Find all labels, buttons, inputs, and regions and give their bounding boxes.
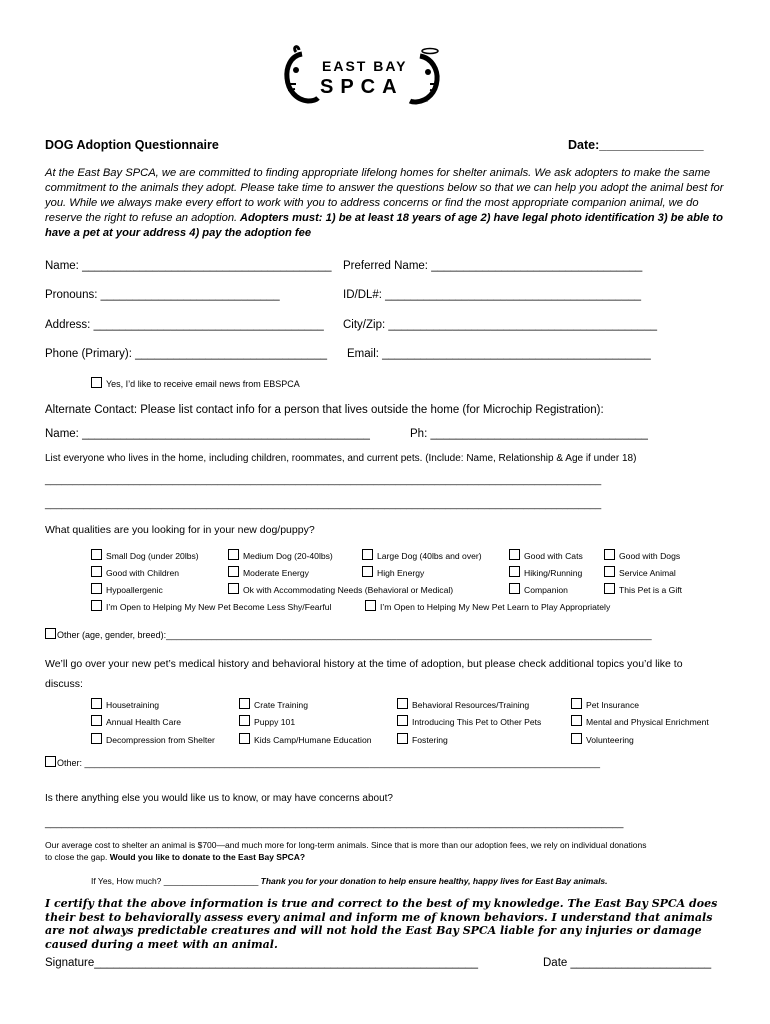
date-field[interactable]: Date:_______________ bbox=[568, 138, 704, 152]
quality-option[interactable] bbox=[604, 583, 682, 595]
topic-option[interactable] bbox=[91, 698, 159, 710]
preferred-name-field[interactable]: Preferred Name: _________________________________ bbox=[343, 260, 643, 272]
checkbox[interactable] bbox=[604, 583, 615, 594]
other-label: Other: _______________________________________________________________________________________________________ bbox=[57, 758, 601, 768]
donation-amount-field[interactable]: If Yes, How much? ____________________ bbox=[91, 876, 259, 886]
household-line-1[interactable]: ____________________________________________________________________________________________________ bbox=[45, 475, 602, 486]
quality-option[interactable] bbox=[91, 566, 179, 578]
quality-option[interactable] bbox=[509, 566, 582, 578]
topic-option[interactable] bbox=[239, 698, 308, 710]
donation-amount-row bbox=[91, 876, 608, 886]
checkbox[interactable] bbox=[239, 698, 250, 709]
topic-option[interactable] bbox=[91, 715, 181, 727]
option-label: Large Dog (40lbs and over) bbox=[377, 551, 482, 561]
topic-option[interactable] bbox=[571, 715, 709, 727]
option-label: Hypoallergenic bbox=[106, 585, 163, 595]
topic-option[interactable] bbox=[239, 715, 295, 727]
checkbox[interactable] bbox=[509, 583, 520, 594]
option-label: Service Animal bbox=[619, 568, 676, 578]
option-label: Fostering bbox=[412, 735, 448, 745]
donation-text: Our average cost to shelter an animal is $700—and much more for long-term animals. Since that is more than our adoption fees, we rely on individual donations bbox=[45, 840, 647, 850]
topic-option[interactable] bbox=[571, 733, 634, 745]
phone-field[interactable]: Phone (Primary): ______________________________ bbox=[45, 348, 327, 360]
checkbox[interactable] bbox=[91, 600, 102, 611]
pronouns-field[interactable]: Pronouns: ____________________________ bbox=[45, 289, 280, 301]
topics-question: We’ll go over your new pet’s medical history and behavioral history at the time of adoption, but please check additional topics you’d like to bbox=[45, 658, 683, 670]
name-field[interactable]: Name: _______________________________________ bbox=[45, 260, 332, 272]
other-label: Other (age, gender, breed):_________________________________________________________________________________________________ bbox=[57, 630, 652, 640]
option-label: Kids Camp/Humane Education bbox=[254, 735, 372, 745]
checkbox[interactable] bbox=[397, 733, 408, 744]
quality-option[interactable] bbox=[509, 549, 583, 561]
quality-option[interactable] bbox=[604, 549, 680, 561]
quality-option[interactable] bbox=[365, 600, 610, 612]
option-label: Moderate Energy bbox=[243, 568, 309, 578]
topic-option[interactable] bbox=[397, 715, 541, 727]
option-label: Decompression from Shelter bbox=[106, 735, 215, 745]
option-label: Good with Children bbox=[106, 568, 180, 578]
topics-other-field[interactable] bbox=[45, 756, 600, 768]
topics-question-continued: discuss: bbox=[45, 678, 83, 690]
quality-option[interactable] bbox=[228, 549, 333, 561]
concerns-question: Is there anything else you would like us to know, or may have concerns about? bbox=[45, 793, 393, 804]
quality-option[interactable] bbox=[362, 549, 482, 561]
checkbox[interactable] bbox=[91, 698, 102, 709]
quality-option[interactable] bbox=[91, 600, 331, 612]
option-label: Introducing This Pet to Other Pets bbox=[412, 717, 542, 727]
option-label: This Pet is a Gift bbox=[619, 585, 683, 595]
quality-option[interactable] bbox=[362, 566, 424, 578]
quality-option[interactable] bbox=[604, 566, 676, 578]
alternate-contact-heading: Alternate Contact: Please list contact info for a person that lives outside the home (for Microchip Registration): bbox=[45, 404, 604, 416]
donation-ask: Would you like to donate to the East Bay SPCA? bbox=[107, 852, 306, 862]
option-label: Housetraining bbox=[106, 700, 160, 710]
topic-option[interactable] bbox=[397, 698, 529, 710]
concerns-line[interactable]: ________________________________________________________________________________________________________ bbox=[45, 818, 624, 829]
option-label: Behavioral Resources/Training bbox=[412, 700, 530, 710]
logo bbox=[282, 44, 442, 108]
adopter-requirements: Adopters must: 1) be at least 18 years of age 2) have legal photo identification 3) be able to have a pet at your address 4) pay the adoption fee bbox=[45, 212, 723, 239]
topic-option[interactable] bbox=[397, 733, 448, 745]
alternate-name-field[interactable]: Name: _____________________________________________ bbox=[45, 428, 370, 440]
email-field[interactable]: Email: __________________________________________ bbox=[347, 348, 651, 360]
checkbox[interactable] bbox=[509, 549, 520, 560]
checkbox[interactable] bbox=[365, 600, 376, 611]
signature-field[interactable]: Signature____________________________________________________________ bbox=[45, 957, 478, 969]
option-label: Volunteering bbox=[586, 735, 634, 745]
option-label: Annual Health Care bbox=[106, 717, 182, 727]
id-dl-field[interactable]: ID/DL#: ________________________________________ bbox=[343, 289, 642, 301]
quality-option[interactable] bbox=[91, 549, 199, 561]
checkbox[interactable] bbox=[604, 549, 615, 560]
option-label: Puppy 101 bbox=[254, 717, 296, 727]
option-label: Hiking/Running bbox=[524, 568, 583, 578]
option-label: Small Dog (under 20lbs) bbox=[106, 551, 199, 561]
email-news-option[interactable] bbox=[91, 377, 300, 389]
option-label: Crate Training bbox=[254, 700, 308, 710]
checkbox[interactable] bbox=[91, 715, 102, 726]
intro-paragraph bbox=[45, 166, 735, 241]
checkbox[interactable] bbox=[91, 566, 102, 577]
checkbox[interactable] bbox=[604, 566, 615, 577]
topic-option[interactable] bbox=[239, 733, 372, 745]
option-label: I’m Open to Helping My New Pet Become Less Shy/Fearful bbox=[106, 602, 332, 612]
option-label: Mental and Physical Enrichment bbox=[586, 717, 709, 727]
topic-option[interactable] bbox=[571, 698, 639, 710]
option-label: Medium Dog (20-40lbs) bbox=[243, 551, 333, 561]
logo-line1: EAST BAY bbox=[322, 58, 408, 74]
checkbox[interactable] bbox=[571, 698, 582, 709]
signature-date-field[interactable]: Date ______________________ bbox=[543, 957, 712, 969]
checkbox[interactable] bbox=[509, 566, 520, 577]
qualities-question: What qualities are you looking for in your new dog/puppy? bbox=[45, 524, 315, 536]
logo-line2: SPCA bbox=[320, 76, 404, 98]
checkbox[interactable] bbox=[239, 733, 250, 744]
quality-option[interactable] bbox=[91, 583, 163, 595]
checkbox[interactable] bbox=[362, 549, 373, 560]
donation-text-continued bbox=[45, 852, 305, 862]
checkbox[interactable] bbox=[91, 733, 102, 744]
checkbox[interactable] bbox=[362, 566, 373, 577]
donation-thanks: Thank you for your donation to help ensure healthy, happy lives for East Bay animals. bbox=[258, 876, 608, 886]
donation-text-2: to close the gap. bbox=[45, 852, 108, 862]
household-question: List everyone who lives in the home, including children, roommates, and current pets. (Include: Name, Relationship & Age if under 18) bbox=[45, 453, 637, 464]
quality-option[interactable] bbox=[228, 566, 309, 578]
alternate-phone-field[interactable]: Ph: __________________________________ bbox=[410, 428, 648, 440]
checkbox[interactable] bbox=[228, 549, 239, 560]
certification-statement: I certify that the above information is true and correct to the best of my knowledge. The East Bay SPCA does their best to behaviorally assess every animal and inform me of known behaviors. I understand that animals are not always predictable creatures and will not hold the East Bay SPCA liable for any injuries or damage caused during a meet with an animal. bbox=[45, 897, 718, 951]
quality-option[interactable] bbox=[228, 583, 453, 595]
email-news-label: Yes, I’d like to receive email news from EBSPCA bbox=[106, 379, 300, 389]
checkbox[interactable] bbox=[91, 583, 102, 594]
checkbox[interactable] bbox=[91, 549, 102, 560]
checkbox[interactable] bbox=[45, 628, 56, 639]
option-label: Good with Cats bbox=[524, 551, 583, 561]
checkbox[interactable] bbox=[228, 566, 239, 577]
topic-option[interactable] bbox=[91, 733, 215, 745]
option-label: High Energy bbox=[377, 568, 425, 578]
option-label: Pet Insurance bbox=[586, 700, 640, 710]
intro-text: At the East Bay SPCA, we are committed to finding appropriate lifelong homes for shelter animals. We ask adopters to make the same commitment to the animals they adopt. Please take time to answer the questions below so that we can help you adopt the animal best for you. While we always make every effort to work with you to address concerns or find the most appropriate companion animal, we do reserve the right to refuse an adoption. bbox=[45, 167, 724, 224]
option-label: Good with Dogs bbox=[619, 551, 681, 561]
logo-trademark: TM bbox=[422, 98, 428, 103]
household-line-2[interactable]: ____________________________________________________________________________________________________ bbox=[45, 499, 602, 510]
city-zip-field[interactable]: City/Zip: __________________________________________ bbox=[343, 319, 657, 331]
qualities-other-field[interactable] bbox=[45, 628, 652, 640]
checkbox[interactable] bbox=[397, 698, 408, 709]
address-field[interactable]: Address: ____________________________________ bbox=[45, 319, 324, 331]
checkbox[interactable] bbox=[45, 756, 56, 767]
option-label: Ok with Accommodating Needs (Behavioral or Medical) bbox=[243, 585, 454, 595]
checkbox[interactable] bbox=[239, 715, 250, 726]
checkbox[interactable] bbox=[571, 715, 582, 726]
form-title: DOG Adoption Questionnaire bbox=[45, 138, 219, 152]
option-label: Companion bbox=[524, 585, 568, 595]
quality-option[interactable] bbox=[509, 583, 568, 595]
checkbox[interactable] bbox=[228, 583, 239, 594]
checkbox[interactable] bbox=[397, 715, 408, 726]
checkbox[interactable] bbox=[571, 733, 582, 744]
email-news-checkbox[interactable] bbox=[91, 377, 102, 388]
option-label: I’m Open to Helping My New Pet Learn to Play Appropriately bbox=[380, 602, 611, 612]
